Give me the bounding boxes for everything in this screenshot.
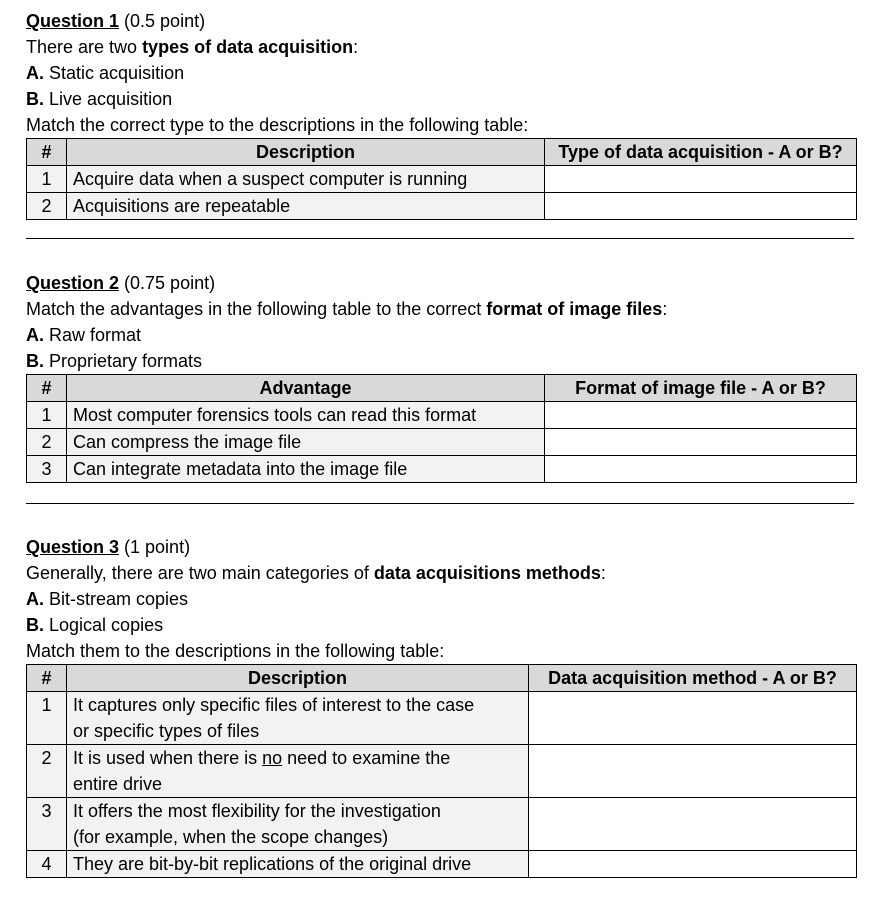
row-description: It captures only specific files of interest to the case or specific types of files (67, 692, 529, 745)
table-row (27, 692, 857, 745)
table-header-row (27, 665, 857, 692)
answer-cell[interactable] (529, 798, 857, 851)
section-divider (26, 503, 854, 504)
row-number: 2 (27, 429, 67, 456)
question-3-table (26, 664, 857, 878)
header-number: # (27, 375, 67, 402)
question-title: Question 2 (26, 273, 120, 293)
row-number: 1 (27, 402, 67, 429)
question-intro: Match the advantages in the following table to the correct format of image files: (26, 299, 668, 319)
table-row (27, 745, 857, 798)
row-number: 3 (27, 456, 67, 483)
table-row (27, 456, 857, 483)
option-b: B. Logical copies (26, 615, 164, 635)
question-points: (0.75 point) (124, 273, 216, 293)
question-title: Question 3 (26, 537, 120, 557)
answer-cell[interactable] (545, 429, 857, 456)
row-number: 2 (27, 193, 67, 220)
header-number: # (27, 665, 67, 692)
option-a: A. Raw format (26, 325, 142, 345)
answer-cell[interactable] (545, 193, 857, 220)
table-header-row (27, 139, 857, 166)
table-row (27, 798, 857, 851)
answer-cell[interactable] (529, 851, 857, 878)
header-answer: Format of image file - A or B? (545, 375, 857, 402)
header-description: Description (67, 665, 529, 692)
header-advantage: Advantage (67, 375, 545, 402)
row-description: They are bit-by-bit replications of the original drive (67, 851, 529, 878)
row-description: Can integrate metadata into the image file (67, 456, 545, 483)
answer-cell[interactable] (545, 166, 857, 193)
question-1-table (26, 138, 857, 220)
question-instruction: Match the correct type to the descriptions in the following table: (26, 115, 529, 135)
question-3-heading (26, 534, 856, 560)
row-description: It offers the most flexibility for the investigation (for example, when the scope changes) (67, 798, 529, 851)
row-description: Most computer forensics tools can read this format (67, 402, 545, 429)
question-1-heading (26, 8, 856, 34)
table-row (27, 851, 857, 878)
row-number: 2 (27, 745, 67, 798)
option-b: B. Proprietary formats (26, 351, 203, 371)
row-description: Acquire data when a suspect computer is running (67, 166, 545, 193)
question-title: Question 1 (26, 11, 120, 31)
question-instruction: Match them to the descriptions in the following table: (26, 641, 445, 661)
header-number: # (27, 139, 67, 166)
option-a: A. Bit-stream copies (26, 589, 189, 609)
header-answer: Type of data acquisition - A or B? (545, 139, 857, 166)
question-points: (1 point) (124, 537, 191, 557)
row-number: 1 (27, 692, 67, 745)
row-description: Can compress the image file (67, 429, 545, 456)
header-answer: Data acquisition method - A or B? (529, 665, 857, 692)
question-intro: Generally, there are two main categories of data acquisitions methods: (26, 563, 606, 583)
header-description: Description (67, 139, 545, 166)
question-intro: There are two types of data acquisition: (26, 37, 359, 57)
question-1 (26, 8, 856, 220)
answer-cell[interactable] (545, 402, 857, 429)
table-row (27, 193, 857, 220)
table-header-row (27, 375, 857, 402)
question-2-table (26, 374, 857, 483)
row-description: Acquisitions are repeatable (67, 193, 545, 220)
answer-cell[interactable] (529, 692, 857, 745)
row-number: 1 (27, 166, 67, 193)
row-number: 4 (27, 851, 67, 878)
question-3 (26, 534, 856, 878)
answer-cell[interactable] (545, 456, 857, 483)
question-points: (0.5 point) (124, 11, 206, 31)
question-2-heading (26, 270, 856, 296)
question-2 (26, 270, 856, 483)
table-row (27, 166, 857, 193)
row-description: It is used when there is no need to examine the entire drive (67, 745, 529, 798)
option-b: B. Live acquisition (26, 89, 173, 109)
row-number: 3 (27, 798, 67, 851)
table-row (27, 429, 857, 456)
answer-cell[interactable] (529, 745, 857, 798)
option-a: A. Static acquisition (26, 63, 185, 83)
table-row (27, 402, 857, 429)
section-divider (26, 238, 854, 239)
